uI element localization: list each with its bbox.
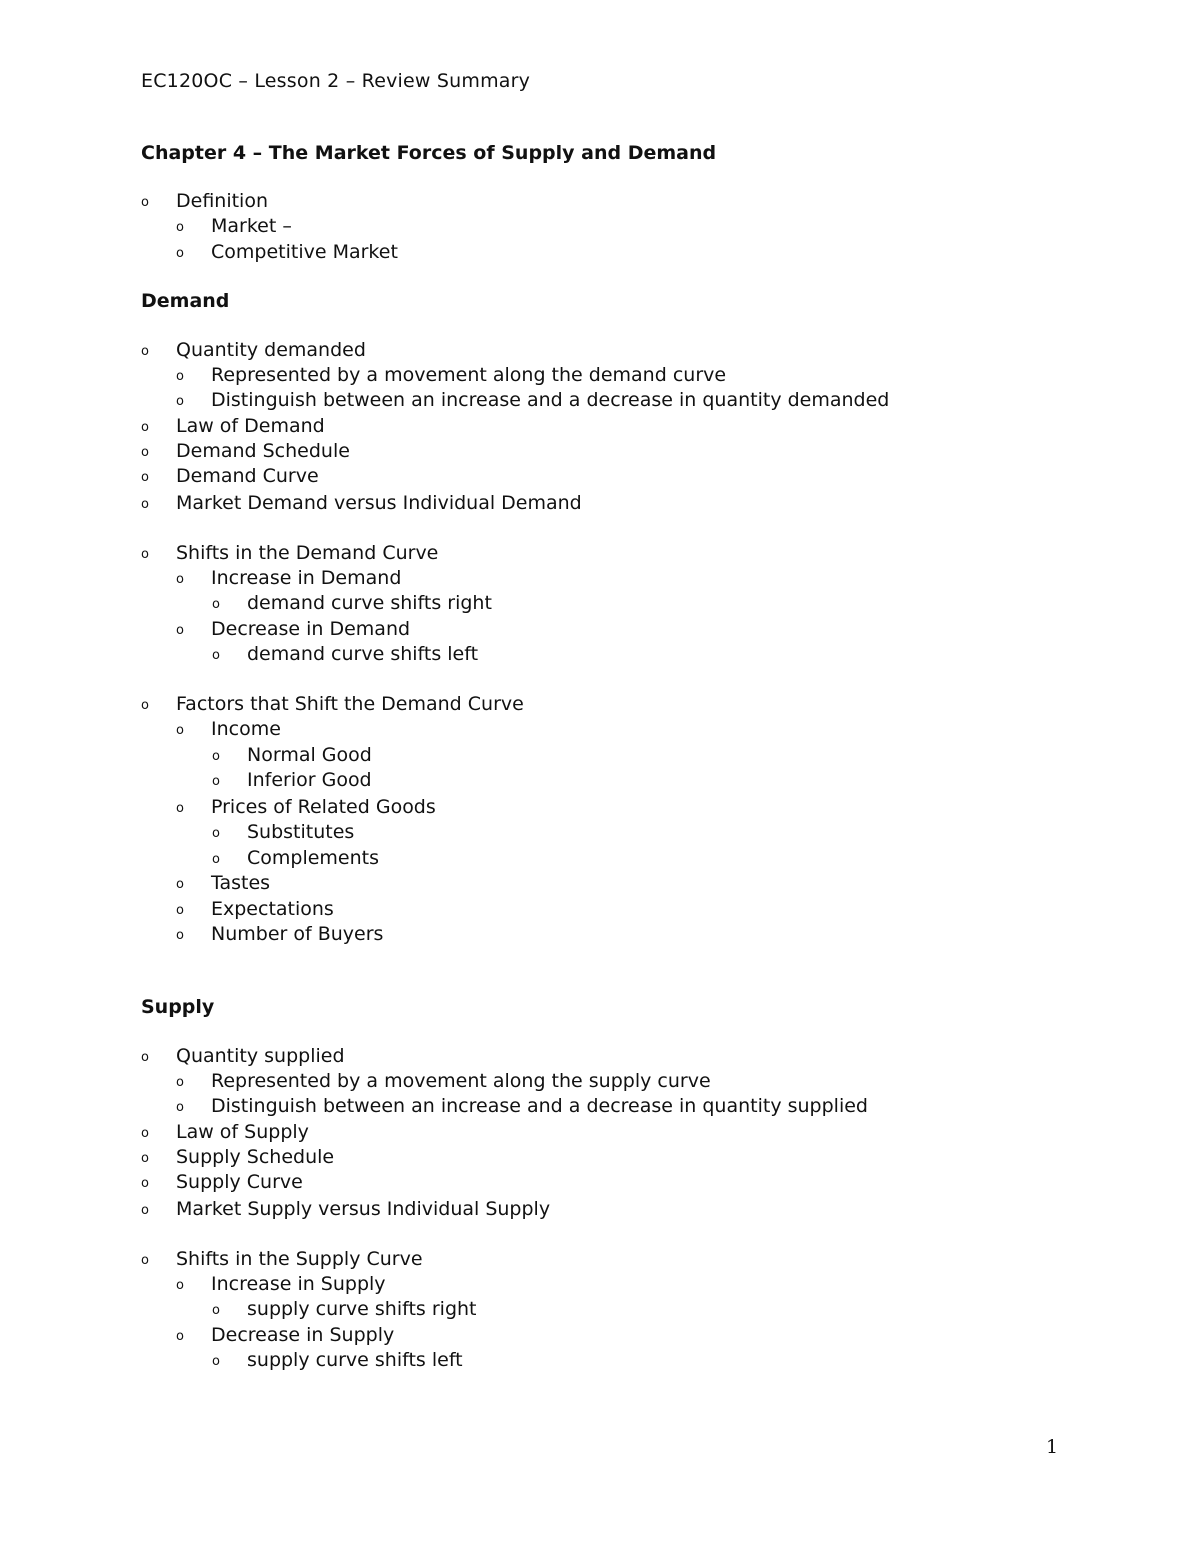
list-item [141,439,350,465]
list-item-text: Market Demand versus Individual Demand [176,492,582,514]
bullet-icon: o [141,1253,149,1268]
list-item [176,1094,868,1120]
bullet-icon: o [141,497,149,512]
list-item-text: Demand Curve [176,465,319,487]
list-item-text: Decrease in Demand [211,618,411,640]
list-item-text: Law of Demand [176,415,325,437]
bullet-icon: o [176,801,184,816]
bullet-icon: o [176,246,184,261]
list-item-text: Increase in Demand [211,567,402,589]
list-item [141,1120,309,1146]
list-item [212,820,354,846]
list-item [141,189,268,215]
list-item [176,1323,394,1349]
list-item-text: Normal Good [247,744,372,766]
bullet-icon: o [141,1050,149,1065]
list-item [176,240,398,266]
bullet-icon: o [176,394,184,409]
bullet-icon: o [176,928,184,943]
bullet-icon: o [141,195,149,210]
list-item [176,922,383,948]
bullet-icon: o [212,597,220,612]
list-item [141,491,582,517]
list-item [176,566,401,592]
list-item [212,743,372,769]
list-item [212,1297,477,1323]
list-item [176,214,292,240]
page-number: 1 [1046,1436,1059,1458]
bullet-icon: o [212,826,220,841]
list-item [212,1348,463,1374]
list-item-text: Increase in Supply [211,1273,386,1295]
bullet-icon: o [176,1075,184,1090]
list-item-text: Substitutes [247,821,355,843]
bullet-icon: o [176,877,184,892]
bullet-icon: o [212,774,220,789]
list-item-text: Income [211,718,281,740]
bullet-icon: o [212,648,220,663]
list-item [141,464,319,490]
bullet-icon: o [141,1151,149,1166]
list-item-text: Shifts in the Demand Curve [176,542,439,564]
list-item [212,768,372,794]
section-heading: Chapter 4 – The Market Forces of Supply and Demand [141,142,717,164]
section-heading: Supply [141,996,215,1018]
bullet-icon: o [176,1100,184,1115]
bullet-icon: o [141,1126,149,1141]
list-item [141,1044,345,1070]
list-item-text: demand curve shifts right [247,592,492,614]
list-item [176,1272,386,1298]
bullet-icon: o [212,1303,220,1318]
bullet-icon: o [141,445,149,460]
bullet-icon: o [176,369,184,384]
list-item-text: Quantity demanded [176,339,366,361]
list-item [141,692,524,718]
list-item-text: Inferior Good [247,769,372,791]
bullet-icon: o [176,723,184,738]
list-item [141,1145,334,1171]
list-item-text: Represented by a movement along the demand curve [211,364,727,386]
bullet-icon: o [176,220,184,235]
list-item-text: Decrease in Supply [211,1324,395,1346]
bullet-icon: o [176,1329,184,1344]
list-item-text: Tastes [211,872,271,894]
list-item [176,617,410,643]
list-item [141,414,325,440]
list-item-text: Represented by a movement along the supply curve [211,1070,711,1092]
bullet-icon: o [176,623,184,638]
list-item-text: supply curve shifts right [247,1298,477,1320]
bullet-icon: o [141,1203,149,1218]
list-item [212,846,379,872]
list-item-text: Factors that Shift the Demand Curve [176,693,524,715]
list-item [141,1170,303,1196]
list-item-text: Definition [176,190,269,212]
list-item [212,591,492,617]
bullet-icon: o [141,344,149,359]
list-item [176,388,889,414]
list-item-text: Quantity supplied [176,1045,345,1067]
bullet-icon: o [141,420,149,435]
bullet-icon: o [176,572,184,587]
list-item [212,642,478,668]
list-item-text: Market Supply versus Individual Supply [176,1198,551,1220]
bullet-icon: o [176,1278,184,1293]
bullet-icon: o [141,1176,149,1191]
list-item [176,1069,711,1095]
list-item [176,897,334,923]
list-item [176,871,270,897]
bullet-icon: o [141,698,149,713]
list-item-text: demand curve shifts left [247,643,479,665]
section-heading: Demand [141,290,230,312]
list-item-text: Supply Schedule [176,1146,335,1168]
list-item [176,795,436,821]
list-item-text: Expectations [211,898,334,920]
list-item-text: Law of Supply [176,1121,309,1143]
list-item [141,1197,550,1223]
list-item-text: Prices of Related Goods [211,796,436,818]
bullet-icon: o [212,852,220,867]
list-item [141,338,366,364]
document-header: EC120OC – Lesson 2 – Review Summary [141,70,531,92]
list-item-text: supply curve shifts left [247,1349,463,1371]
bullet-icon: o [141,470,149,485]
list-item-text: Shifts in the Supply Curve [176,1248,423,1270]
list-item [141,541,438,567]
list-item-text: Distinguish between an increase and a decrease in quantity supplied [211,1095,868,1117]
list-item-text: Demand Schedule [176,440,350,462]
list-item-text: Distinguish between an increase and a decrease in quantity demanded [211,389,890,411]
list-item-text: Market – [211,215,292,237]
bullet-icon: o [212,749,220,764]
bullet-icon: o [141,547,149,562]
bullet-icon: o [176,903,184,918]
list-item [176,363,726,389]
list-item-text: Supply Curve [176,1171,303,1193]
list-item [141,1247,423,1273]
list-item [176,717,281,743]
list-item-text: Competitive Market [211,241,398,263]
list-item-text: Number of Buyers [211,923,384,945]
bullet-icon: o [212,1354,220,1369]
list-item-text: Complements [247,847,380,869]
